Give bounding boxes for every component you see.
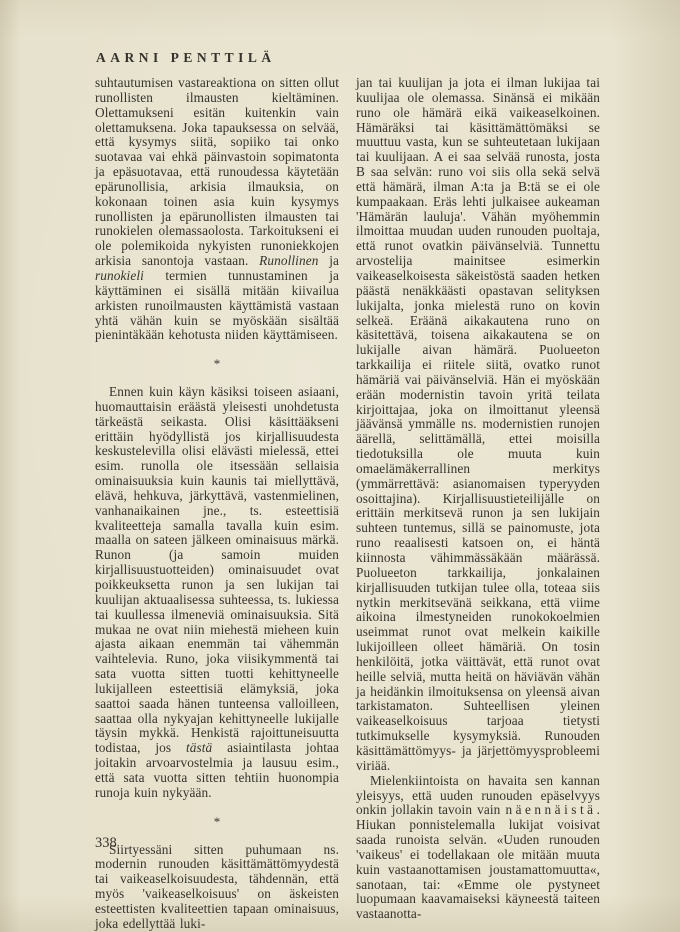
running-head-author: AARNI PENTTILÄ	[96, 50, 276, 65]
italic-text-run: Runollinen	[259, 253, 319, 269]
text-run: Siirtyessäni sitten puhumaan ns. modernin runouden käsittämättömyydestä tai vaikeaselkoisuudesta, tähdennän, että myös 'vaikeaselkoisuus' on äskeisten esteettisten kvaliteettien tapaan ominaisuus, joka edellyttää luki-	[95, 841, 339, 931]
text-run: jan tai kuulijan ja jota ei ilman lukijaa tai kuulijaa ole olemassa. Sinänsä ei mikään runo ole hämärä eikä vaikeaselkoinen. Hämäräksi tai käsittämättömäksi se muuttuu vasta, kun se suhteutetaan lukijaan tai kuulijaan. A ei saa selvää runosta, josta B saa selvän: runo voi siis olla sekä selvä että hämärä, ilman A:ta ja B:tä se ei ole kumpaakaan. Eräs lehti julkaisee aukeaman 'Hämärän lauluja'. Vähän myöhemmin ilmoittaa muudan uuden runouden puoltaja, että runot ovatkin päivänselviä. Tunnettu arvostelija mainitsee esimerkin vaikeaselkoisesta säkeistöstä saaden hetken päästä nenäkkäästi opastavan selityksen lukijalta, jonka mielestä runo on kovin selkeä. Eräänä aikakautena runo on käsitettävä, toisena aikakautena se on lukijalle aivan hämärä. Puolueeton tarkkailija ei riitele siitä, ovatko runot hämäriä vai päivänselviä. Hän ei myöskään erään modernistin tavoin yritä teilata kirjoittajaa, joka on ilmoittanut yleensä jäävänsä ymmälle ns. modernistien runojen äärellä, selittämällä, ettei moisilla tiedotuksilla ole muuta kuin omaelämäkerrallinen merkitys (ymmärrettävä: asianomaisen typeryyden osoittajina). Kirjallisuustieteilijälle on erittäin merkitsevä runon ja sen lukijain suhteen tuntemus, sillä se painomuste, jota runo reaalisesti katsoen on, ei häntä kiinnosta vähimmässäkään määrässä. Puolueeton tarkkailija, jonkalainen kirjallisuuden tutkijan tulee olla, toteaa siis nytkin merkitsevänä seikkana, että viime aikoina ilmestyneiden runokokoelmien useimmat runot ovat melkein kaikille lukijoilleen olleet hämäriä. On tosin henkilöitä, jotka väittävät, että runot ovat heille selviä, mutta heitä on häviävän vähän ja heidänkin ilmoituksensa on yleensä aivan tarkistamaton. Suhteellisen yleinen vaikeaselkoisuus tarjoaa tietysti tutkimukselle kysymyksiä. Runouden käsittämättömyys- ja järjettömyysprobleemi viriää.	[356, 75, 600, 773]
italic-text-run: runokieli	[95, 267, 144, 283]
section-separator: *	[213, 813, 221, 829]
text-run: . Hiukan ponnistelemalla lukijat voisivat saada runoista selvän. «Uuden runouden 'vaikeus' ei todellakaan ole mitään muuta kuin vastaanottamisen joustamattomuutta«, sanotaan, tai: «Emme ole pystyneet luopumaan kaavamaiseksi käyneestä taiteen vastaanotta-	[356, 802, 600, 922]
paragraph	[356, 774, 600, 922]
text-run: suhtautumisen vastareaktiona on sitten ollut runollisten ilmausten kieltäminen. Olettamukseni esitän kuitenkin vain olettamuksena. Joka tapauksessa on selvää, että kysymys siitä, sopiiko tai onko suotavaa vai ehkä päinvastoin sopimatonta ja epäsuotavaa, että runoudessa käytetään epärunollisia, arkisia ilmauksia, on kokonaan toinen asia kuin kysymys runollisten ja epärunollisten ilmausten tai runokielen olemassaolosta. Tarkoitukseni ei ole polemikoida nykyisten runoniekkojen arkisia sanontoja vastaan.	[95, 75, 339, 269]
text-run: ja	[318, 253, 339, 269]
paragraph	[95, 76, 339, 343]
text-run: Ennen kuin käyn käsiksi toiseen asiaani, huomauttaisin eräästä yleisesti unohdetusta tärkeästä seikasta. Olisi käsittääkseni erittäin hyödyllistä jos kirjallisuudesta keskustelevilla olisi elävästi mielessä, ettei esim. runolla ole itsessään sellaisia ominaisuuksia kuin kaunis tai miellyttävä, elävä, hehkuva, järkyttävä, vastenmielinen, vanhanaikainen jne., ts. esteettisiä kvaliteetteja samalla tavalla kuin esim. maalla on sateen jälkeen ominaisuus märkä. Runon (ja samoin muiden kirjallisuustuotteiden) ominaisuudet ovat poikkeuksetta runon ja sen lukijan tai kuulijan aktuaalisessa suhteessa, ts. lukiessa tai kuullessa ilmeneviä ominaisuuksia. Sitä mukaa ne ovat niin miehestä mieheen kuin ajasta aikaan enemmän tai vähemmän vaihtelevia. Runo, joka viisikymmentä tai sata vuotta sitten tuotti kehittyneelle lukijalleen esteettisiä elämyksiä, joka saattoi saada hänen tunteensa valloilleen, saattaa olla nykyajan kehittyneelle lukijalle täysin mykkä. Henkistä rajoittuneisuutta todistaa, jos	[95, 384, 339, 756]
paragraph	[95, 385, 339, 801]
text-run: termien tunnustaminen ja käyttäminen ei sisällä mitään kiivailua arkisten runoilmausten käyttämistä vastaan yhtä vähän kuin se myöskään sisältää pienintäkään kehotusta niiden käyttämiseen.	[95, 267, 339, 343]
text-run: asiaintilasta johtaa joitakin arvoarvostelmia ja lausuu esim., että sata vuotta sitten tehtiin huonompia runoja kuin nykyään.	[95, 740, 340, 800]
right-column	[356, 76, 600, 932]
italic-text-run: tästä	[185, 740, 213, 756]
text-columns	[95, 76, 601, 932]
left-column	[95, 76, 339, 932]
paragraph	[95, 843, 339, 932]
page-number: 338	[95, 835, 117, 851]
spaced-text-run: näennäistä	[505, 802, 597, 818]
paragraph	[356, 76, 600, 774]
section-separator: *	[213, 356, 221, 372]
text-run: Mielenkiintoista on havaita sen kannan yleisyys, että uuden runouden epäselvyys onkin jollakin tavoin vain	[356, 772, 600, 818]
